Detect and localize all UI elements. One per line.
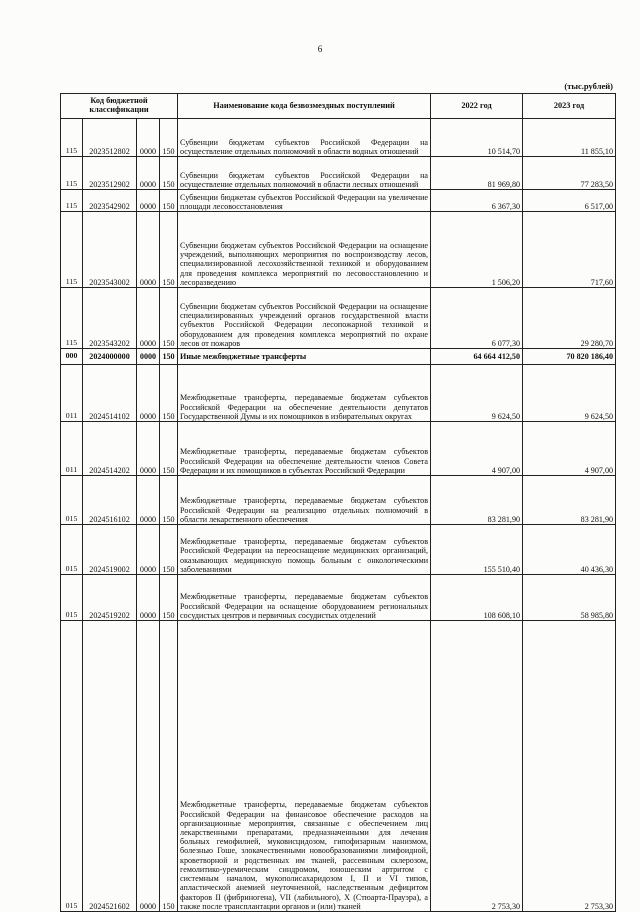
row-name: Межбюджетные трансферты, передаваемые бюджетам субъектов Российской Федерации на переоснащение медицинских организаций, оказывающих медицинскую помощь больным с онкологическими заболеваниями	[178, 525, 431, 575]
row-code-main: 2024516102	[83, 476, 137, 525]
row-code-program: 0000	[137, 525, 160, 575]
row-code-main: 2024000000	[83, 349, 137, 365]
row-name: Субвенции бюджетам субъектов Российской Федерации на оснащение учреждений, выполняющих мероприятия по воспроизводству лесов, специализированной лесохозяйственной техникой и оборудованием для проведения комплекса мероприятий по лесовосстановлению и лесоразведению	[178, 212, 431, 288]
table-row	[61, 575, 616, 621]
table-row	[61, 621, 616, 912]
row-code-main: 2023543202	[83, 288, 137, 349]
row-value-2023: 717,60	[523, 212, 616, 288]
row-code-program: 0000	[137, 621, 160, 912]
row-code-program: 0000	[137, 476, 160, 525]
table-row	[61, 212, 616, 288]
row-code-main: 2024521602	[83, 621, 137, 912]
row-code-admin: 015	[61, 575, 83, 621]
row-value-2022: 6 077,30	[431, 288, 523, 349]
row-name: Межбюджетные трансферты, передаваемые бюджетам субъектов Российской Федерации на реализацию отдельных полномочий в области лекарственного обеспечения	[178, 476, 431, 525]
table-row	[61, 288, 616, 349]
row-code-program: 0000	[137, 190, 160, 212]
units-label: (тыс.рублей)	[564, 81, 613, 91]
row-code-program: 0000	[137, 119, 160, 157]
row-code-economic: 150	[160, 157, 178, 190]
row-code-main: 2023542902	[83, 190, 137, 212]
row-value-2023: 70 820 186,40	[523, 349, 616, 365]
table-row	[61, 422, 616, 476]
row-value-2023: 9 624,50	[523, 365, 616, 422]
row-value-2023: 40 436,30	[523, 525, 616, 575]
row-name: Межбюджетные трансферты, передаваемые бюджетам субъектов Российской Федерации на обеспечение деятельности депутатов Государственной Думы и их помощников в избирательных округах	[178, 365, 431, 422]
row-code-admin: 011	[61, 365, 83, 422]
row-code-program: 0000	[137, 422, 160, 476]
row-code-program: 0000	[137, 212, 160, 288]
row-code-economic: 150	[160, 288, 178, 349]
row-name: Межбюджетные трансферты, передаваемые бюджетам субъектов Российской Федерации на финансовое обеспечение расходов на организационные мероприятия, связанные с обеспечением лиц лекарственными препаратами, предназначенными для лечения больных гемофилией, муковисцидозом, гипофизарным нанизмом, болезнью Гоше, злокачественными новообразованиями лимфоидной, кроветворной и родственных им тканей, рассеянным склерозом, гемолитико-уремическим синдромом, юношеским артритом с системным началом, мукополисахаридозом I, II и VI типов, апластической анемией неуточненной, наследственным дефицитом факторов II (фибриногена), VII (лабильного), X (Стюарта-Прауэра), а также после трансплантации органов и (или) тканей	[178, 621, 431, 912]
row-code-main: 2024519202	[83, 575, 137, 621]
row-code-main: 2024519002	[83, 525, 137, 575]
row-name: Межбюджетные трансферты, передаваемые бюджетам субъектов Российской Федерации на обеспечение деятельности членов Совета Федерации и их помощников в субъектах Российской Федерации	[178, 422, 431, 476]
row-code-program: 0000	[137, 575, 160, 621]
row-code-program: 0000	[137, 288, 160, 349]
row-code-economic: 150	[160, 525, 178, 575]
header-2023: 2023 год	[523, 94, 616, 119]
header-name: Наименование кода безвозмездных поступлений	[178, 94, 431, 119]
row-code-admin: 015	[61, 525, 83, 575]
table-body	[61, 119, 616, 912]
row-value-2022: 108 608,10	[431, 575, 523, 621]
row-value-2022: 2 753,30	[431, 621, 523, 912]
row-code-main: 2023543002	[83, 212, 137, 288]
row-code-main: 2023512902	[83, 157, 137, 190]
row-code-admin: 115	[61, 190, 83, 212]
table-row	[61, 119, 616, 157]
table-row	[61, 525, 616, 575]
row-name: Иные межбюджетные трансферты	[178, 349, 431, 365]
row-value-2022: 1 506,20	[431, 212, 523, 288]
row-code-economic: 150	[160, 422, 178, 476]
header-code: Код бюджетной классификации	[61, 94, 178, 119]
row-code-program: 0000	[137, 365, 160, 422]
row-value-2022: 10 514,70	[431, 119, 523, 157]
row-code-economic: 150	[160, 575, 178, 621]
row-code-economic: 150	[160, 621, 178, 912]
row-code-economic: 150	[160, 365, 178, 422]
row-code-economic: 150	[160, 119, 178, 157]
row-value-2023: 29 280,70	[523, 288, 616, 349]
row-code-economic: 150	[160, 476, 178, 525]
table-row	[61, 157, 616, 190]
row-name: Субвенции бюджетам субъектов Российской Федерации на осуществление отдельных полномочий в области водных отношений	[178, 119, 431, 157]
row-code-admin: 115	[61, 288, 83, 349]
row-value-2023: 11 855,10	[523, 119, 616, 157]
row-value-2022: 6 367,30	[431, 190, 523, 212]
row-value-2023: 77 283,50	[523, 157, 616, 190]
row-value-2022: 4 907,00	[431, 422, 523, 476]
row-value-2023: 2 753,30	[523, 621, 616, 912]
row-code-admin: 011	[61, 422, 83, 476]
row-value-2022: 83 281,90	[431, 476, 523, 525]
row-value-2023: 4 907,00	[523, 422, 616, 476]
table-row	[61, 349, 616, 365]
row-value-2023: 6 517,00	[523, 190, 616, 212]
row-code-admin: 015	[61, 621, 83, 912]
row-value-2022: 64 664 412,50	[431, 349, 523, 365]
table-row	[61, 476, 616, 525]
row-code-admin: 115	[61, 212, 83, 288]
row-code-program: 0000	[137, 349, 160, 365]
table-row	[61, 190, 616, 212]
row-code-admin: 015	[61, 476, 83, 525]
row-name: Субвенции бюджетам субъектов Российской Федерации на осуществление отдельных полномочий в области лесных отношений	[178, 157, 431, 190]
row-code-main: 2024514102	[83, 365, 137, 422]
budget-table	[60, 93, 616, 912]
table-header-row	[61, 94, 616, 119]
row-value-2022: 9 624,50	[431, 365, 523, 422]
row-value-2022: 81 969,80	[431, 157, 523, 190]
row-code-admin: 115	[61, 157, 83, 190]
row-value-2023: 83 281,90	[523, 476, 616, 525]
row-name: Межбюджетные трансферты, передаваемые бюджетам субъектов Российской Федерации на оснащение оборудованием региональных сосудистых центров и первичных сосудистых отделений	[178, 575, 431, 621]
row-code-program: 0000	[137, 157, 160, 190]
row-code-economic: 150	[160, 349, 178, 365]
row-code-economic: 150	[160, 190, 178, 212]
row-value-2023: 58 985,80	[523, 575, 616, 621]
row-code-admin: 000	[61, 349, 83, 365]
row-code-admin: 115	[61, 119, 83, 157]
header-2022: 2022 год	[431, 94, 523, 119]
row-name: Субвенции бюджетам субъектов Российской Федерации на оснащение специализированных учреждений органов государственной власти субъектов Российской Федерации лесопожарной техникой и оборудованием для проведения комплекса мероприятий по охране лесов от пожаров	[178, 288, 431, 349]
table-row	[61, 365, 616, 422]
row-code-economic: 150	[160, 212, 178, 288]
row-value-2022: 155 510,40	[431, 525, 523, 575]
page-number: 6	[317, 44, 323, 54]
row-code-main: 2024514202	[83, 422, 137, 476]
row-code-main: 2023512802	[83, 119, 137, 157]
row-name: Субвенции бюджетам субъектов Российской Федерации на увеличение площади лесовосстановления	[178, 190, 431, 212]
